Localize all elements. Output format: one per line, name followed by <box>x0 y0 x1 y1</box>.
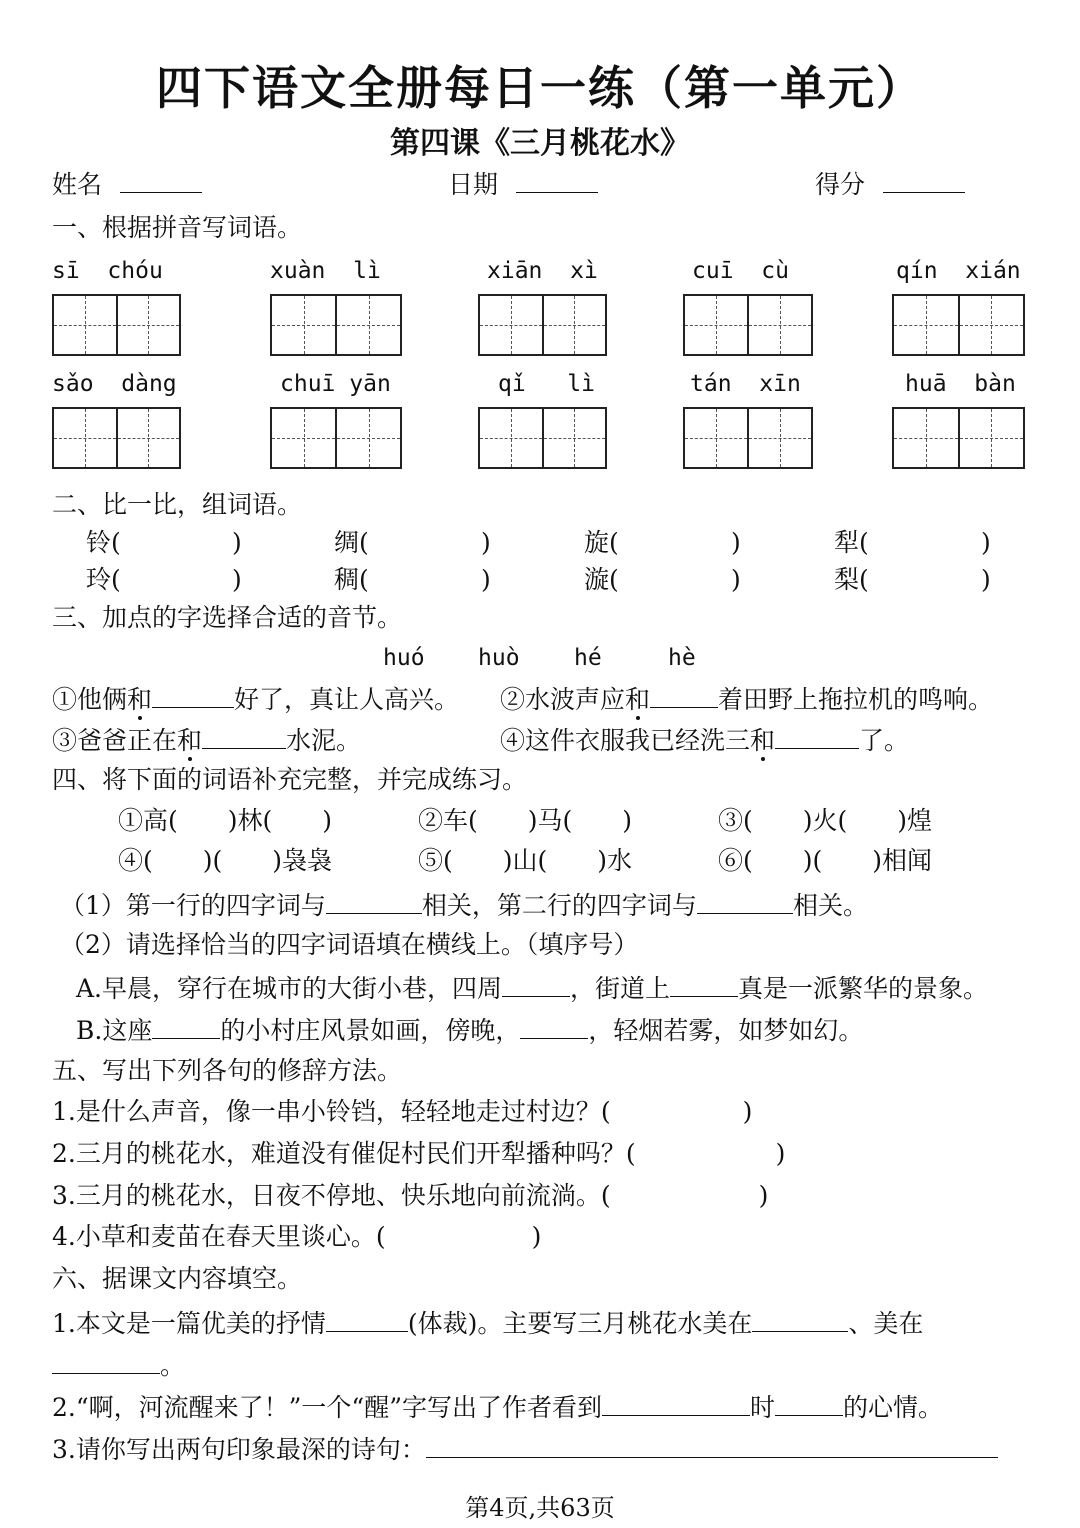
question-5-4: 4.小草和麦苗在春天里谈心。( ) <box>52 1222 542 1251</box>
writing-box-1[interactable] <box>52 294 181 356</box>
answer-blank[interactable] <box>426 1433 998 1458</box>
answer-blank[interactable] <box>752 1307 848 1332</box>
answer-blank[interactable] <box>202 724 286 749</box>
idiom-3: ③( )火( )煌 <box>718 806 933 835</box>
pinyin-3: xiān xì <box>487 258 598 284</box>
page-number: 第4页,共63页 <box>465 1494 615 1522</box>
writing-box-9[interactable] <box>683 407 813 469</box>
writing-box-2[interactable] <box>270 294 402 356</box>
answer-blank[interactable] <box>326 1307 408 1332</box>
pinyin-10: huā bàn <box>905 371 1016 397</box>
lesson-title: 第四课《三月桃花水》 <box>390 126 690 161</box>
close-paren: ) <box>481 528 491 557</box>
compare-item: 梨( <box>834 565 869 594</box>
question-4-B: B.这座 的小村庄风景如画，傍晚， ，轻烟若雾，如梦如幻。 <box>76 1016 864 1045</box>
syllable-option: huó <box>383 645 425 671</box>
writing-box-7[interactable] <box>270 407 402 469</box>
close-paren: ) <box>731 565 741 594</box>
compare-item: 旋( <box>584 528 619 557</box>
answer-blank[interactable] <box>670 972 738 997</box>
section-3-heading: 三、加点的字选择合适的音节。 <box>52 603 403 632</box>
question-5-1: 1.是什么声音，像一串小铃铛，轻轻地走过村边？( ) <box>52 1097 753 1126</box>
question-6-1: 1.本文是一篇优美的抒情 (体裁)。主要写三月桃花水美在 、美在 <box>52 1309 924 1338</box>
pinyin-9: tán xīn <box>690 371 801 397</box>
compare-item: 玲( <box>86 565 121 594</box>
writing-box-4[interactable] <box>683 294 813 356</box>
date-blank[interactable] <box>516 168 598 193</box>
close-paren: ) <box>981 565 991 594</box>
section-1-heading: 一、根据拼音写词语。 <box>52 213 303 242</box>
worksheet-title: 四下语文全册每日一练（第一单元） <box>156 61 924 115</box>
writing-box-10[interactable] <box>892 407 1025 469</box>
answer-blank[interactable] <box>650 683 718 708</box>
compare-item: 犁( <box>834 528 869 557</box>
syllable-option: huò <box>478 645 520 671</box>
writing-box-5[interactable] <box>892 294 1025 356</box>
writing-box-6[interactable] <box>52 407 181 469</box>
pinyin-2: xuàn lì <box>270 258 381 284</box>
idiom-2: ②车( )马( ) <box>418 806 633 835</box>
pinyin-6: sǎo dàng <box>52 371 177 397</box>
pinyin-7: chuī yān <box>280 371 391 397</box>
name-field <box>52 168 202 200</box>
question-3-4: ④这件衣服我已经洗三和 了。 <box>500 726 910 755</box>
answer-blank[interactable] <box>152 1014 220 1039</box>
question-4-1: （1）第一行的四字词与 相关，第二行的四字词与 相关。 <box>60 891 868 920</box>
question-6-2: 2.“啊，河流醒来了！”一个“醒”字写出了作者看到 时 的心情。 <box>52 1393 944 1422</box>
question-6-3: 3.请你写出两句印象最深的诗句： <box>52 1433 998 1465</box>
close-paren: ) <box>232 565 242 594</box>
pinyin-8: qǐ lì <box>498 371 595 397</box>
question-3-2: ②水波声应和 着田野上拖拉机的鸣响。 <box>500 685 994 714</box>
answer-blank[interactable] <box>326 889 422 914</box>
answer-blank[interactable] <box>775 1391 843 1416</box>
score-field <box>815 168 965 200</box>
idiom-1: ①高( )林( ) <box>118 806 333 835</box>
idiom-4: ④( )( )袅袅 <box>118 846 333 875</box>
compare-item: 稠( <box>334 565 369 594</box>
answer-blank[interactable] <box>152 683 234 708</box>
score-blank[interactable] <box>883 168 965 193</box>
question-4-A: A.早晨，穿行在城市的大街小巷，四周 ，街道上 真是一派繁华的景象。 <box>76 974 989 1003</box>
question-4-2: （2）请选择恰当的四字词语填在横线上。（填序号） <box>60 930 639 959</box>
question-5-3: 3.三月的桃花水，日夜不停地、快乐地向前流淌。( ) <box>52 1181 769 1210</box>
answer-blank[interactable] <box>602 1391 750 1416</box>
answer-blank[interactable] <box>697 889 793 914</box>
question-3-1: ①他俩和 好了，真让人高兴。 <box>52 685 460 714</box>
close-paren: ) <box>481 565 491 594</box>
name-label: 姓名 <box>52 170 103 199</box>
syllable-option: hè <box>668 645 696 671</box>
answer-blank[interactable] <box>52 1349 160 1374</box>
section-6-heading: 六、据课文内容填空。 <box>52 1264 303 1293</box>
score-label: 得分 <box>815 170 866 199</box>
question-6-1-cont: 。 <box>52 1349 185 1381</box>
date-label: 日期 <box>448 170 499 199</box>
idiom-5: ⑤( )山( )水 <box>418 846 633 875</box>
date-field <box>448 168 598 200</box>
answer-blank[interactable] <box>502 972 570 997</box>
question-5-2: 2.三月的桃花水，难道没有催促村民们开犁播种吗？( ) <box>52 1139 786 1168</box>
question-3-3: ③爸爸正在和 水泥。 <box>52 726 362 755</box>
section-2-heading: 二、比一比，组词语。 <box>52 490 303 519</box>
answer-blank[interactable] <box>520 1014 588 1039</box>
compare-item: 绸( <box>334 528 369 557</box>
writing-box-3[interactable] <box>478 294 607 356</box>
close-paren: ) <box>731 528 741 557</box>
pinyin-1: sī chóu <box>52 258 163 284</box>
pinyin-5: qín xián <box>896 258 1021 284</box>
compare-item: 漩( <box>584 565 619 594</box>
section-5-heading: 五、写出下列各句的修辞方法。 <box>52 1056 403 1085</box>
close-paren: ) <box>981 528 991 557</box>
idiom-6: ⑥( )( )相闻 <box>718 846 933 875</box>
answer-blank[interactable] <box>775 724 859 749</box>
pinyin-4: cuī cù <box>692 258 789 284</box>
writing-box-8[interactable] <box>478 407 607 469</box>
section-4-heading: 四、将下面的词语补充完整，并完成练习。 <box>52 765 528 794</box>
syllable-option: hé <box>574 645 602 671</box>
close-paren: ) <box>232 528 242 557</box>
compare-item: 铃( <box>86 528 121 557</box>
name-blank[interactable] <box>120 168 202 193</box>
